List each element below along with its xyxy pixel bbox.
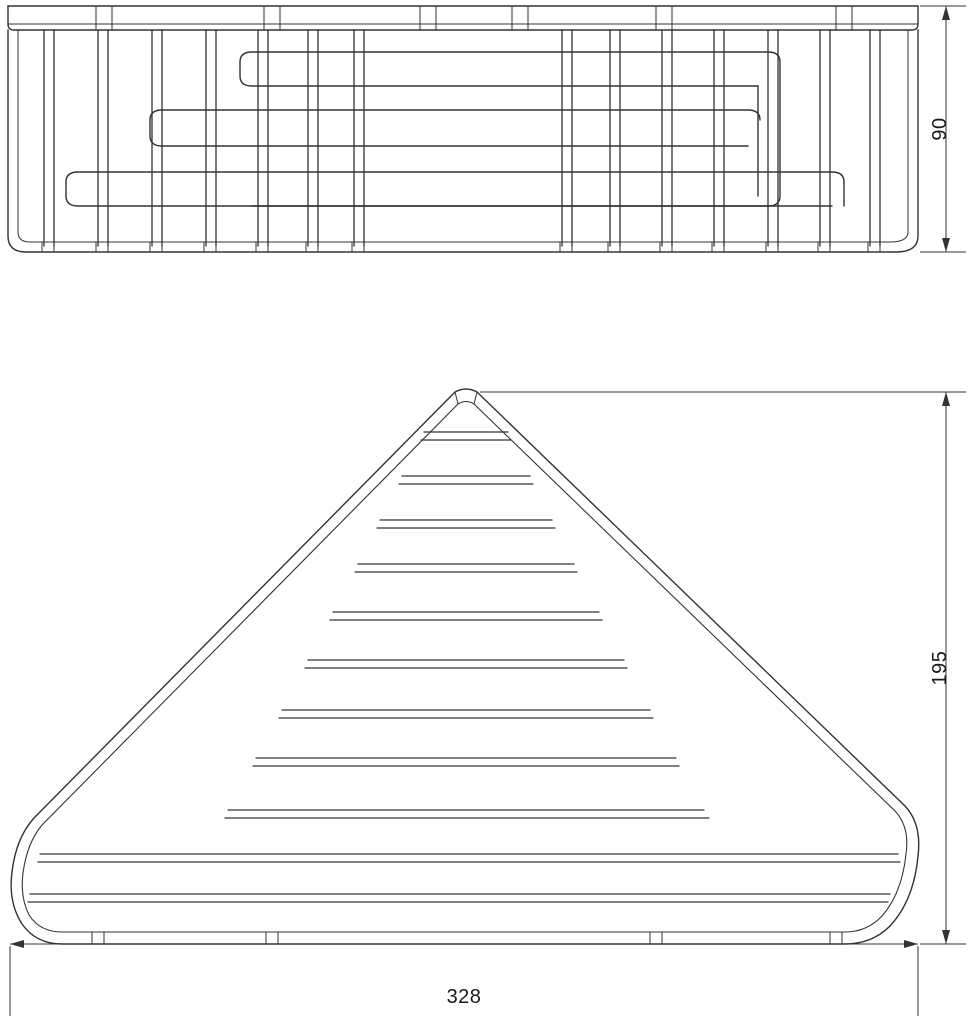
front-elevation-view: [8, 6, 918, 252]
dimension-depth-value: 195: [929, 650, 951, 686]
dimension-height-value: 90: [929, 117, 951, 141]
top-plan-view: [11, 389, 919, 944]
dimension-width-value: 328: [446, 986, 482, 1008]
